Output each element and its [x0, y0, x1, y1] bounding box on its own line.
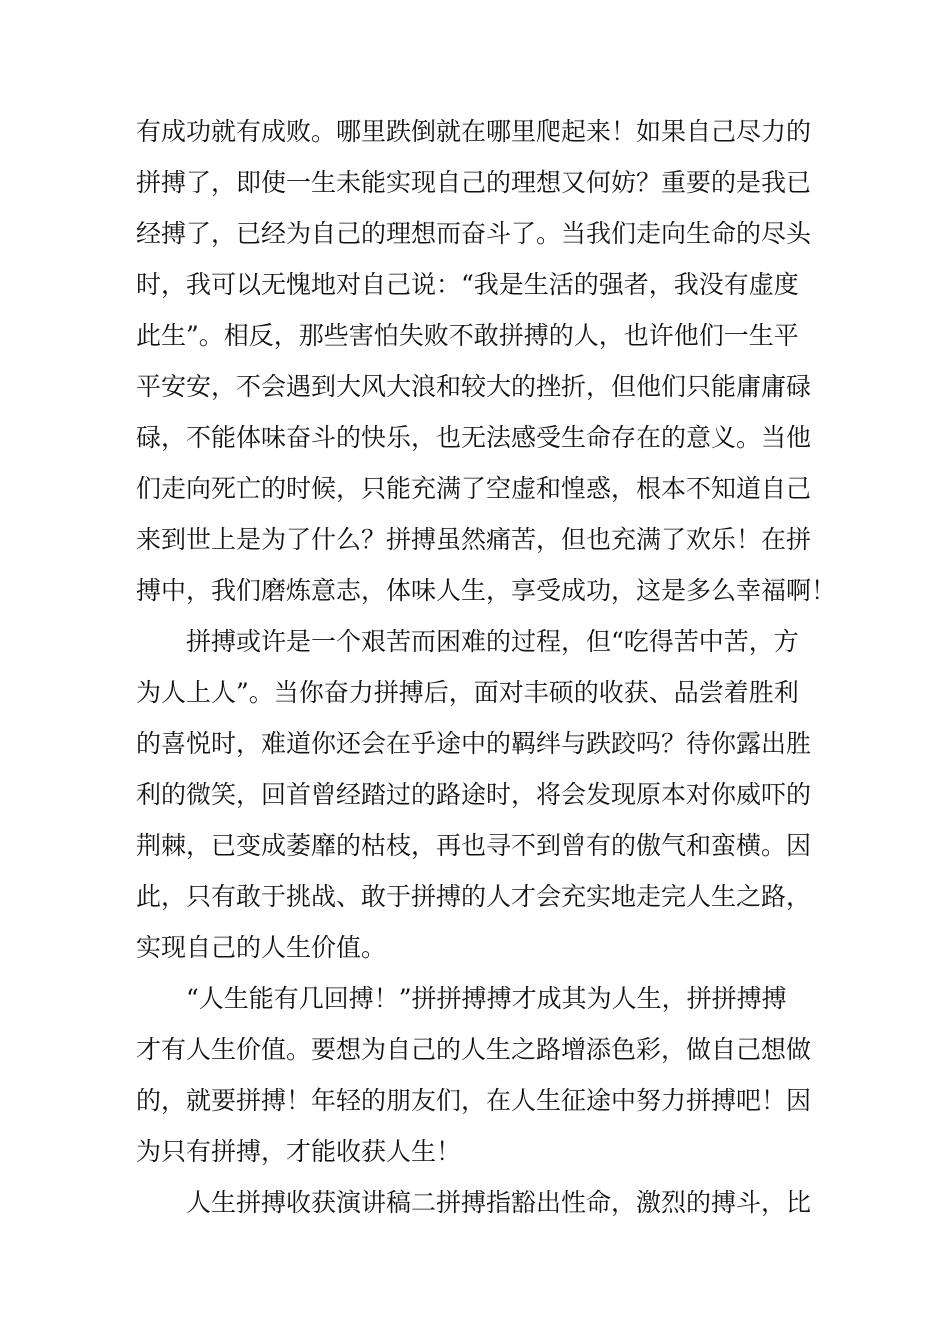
text-line: 们走向死亡的时候，只能充满了空虚和惶惑，根本不知道自己 [136, 474, 812, 503]
text-line: 拼搏了，即使一生未能实现自己的理想又何妨？重要的是我已 [136, 168, 812, 197]
text-line: 此，只有敢于挑战、敢于拼搏的人才会充实地走完人生之路， [136, 882, 812, 911]
text-line: 利的微笑，回首曾经踏过的路途时，将会发现原本对你威吓的 [136, 780, 812, 809]
text-line: 平安安，不会遇到大风大浪和较大的挫折，但他们只能庸庸碌 [136, 372, 812, 401]
text-line: 才有人生价值。要想为自己的人生之路增添色彩，做自己想做 [136, 1035, 812, 1064]
text-line: 荆棘，已变成萎靡的枯枝，再也寻不到曾有的傲气和蛮横。因 [136, 831, 812, 860]
text-line: 实现自己的人生价值。 [136, 933, 387, 962]
text-line: 为人上人”。当你奋力拼搏后，面对丰硕的收获、品尝着胜利 [136, 678, 799, 707]
paragraph-start-line: 人生拼搏收获演讲稿二拼搏指豁出性命，激烈的搏斗，比 [186, 1188, 812, 1217]
paragraph-start-line: 拼搏或许是一个艰苦而困难的过程，但“吃得苦中苦，方 [186, 627, 799, 656]
text-line: 有成功就有成败。哪里跌倒就在哪里爬起来！如果自己尽力的 [136, 117, 812, 146]
text-line: 来到世上是为了什么？拼搏虽然痛苦，但也充满了欢乐！在拼 [136, 525, 812, 554]
text-line: 时，我可以无愧地对自己说：“我是生活的强者，我没有虚度 [136, 270, 799, 299]
text-line: 的喜悦时，难道你还会在乎途中的羁绊与跌跤吗？待你露出胜 [136, 729, 812, 758]
paragraph-start-line: “人生能有几回搏！”拼拼搏搏才成其为人生，拼拼搏搏 [186, 984, 787, 1013]
text-line: 的，就要拼搏！年轻的朋友们，在人生征途中努力拼搏吧！因 [136, 1086, 812, 1115]
text-line: 碌，不能体味奋斗的快乐，也无法感受生命存在的意义。当他 [136, 423, 812, 452]
text-line: 为只有拼搏，才能收获人生！ [136, 1137, 462, 1166]
text-line: 搏中，我们磨炼意志，体味人生，享受成功，这是多么幸福啊！ [136, 576, 837, 605]
text-line: 此生”。相反，那些害怕失败不敢拼搏的人，也许他们一生平 [136, 321, 799, 350]
text-line: 经搏了，已经为自己的理想而奋斗了。当我们走向生命的尽头 [136, 219, 812, 248]
